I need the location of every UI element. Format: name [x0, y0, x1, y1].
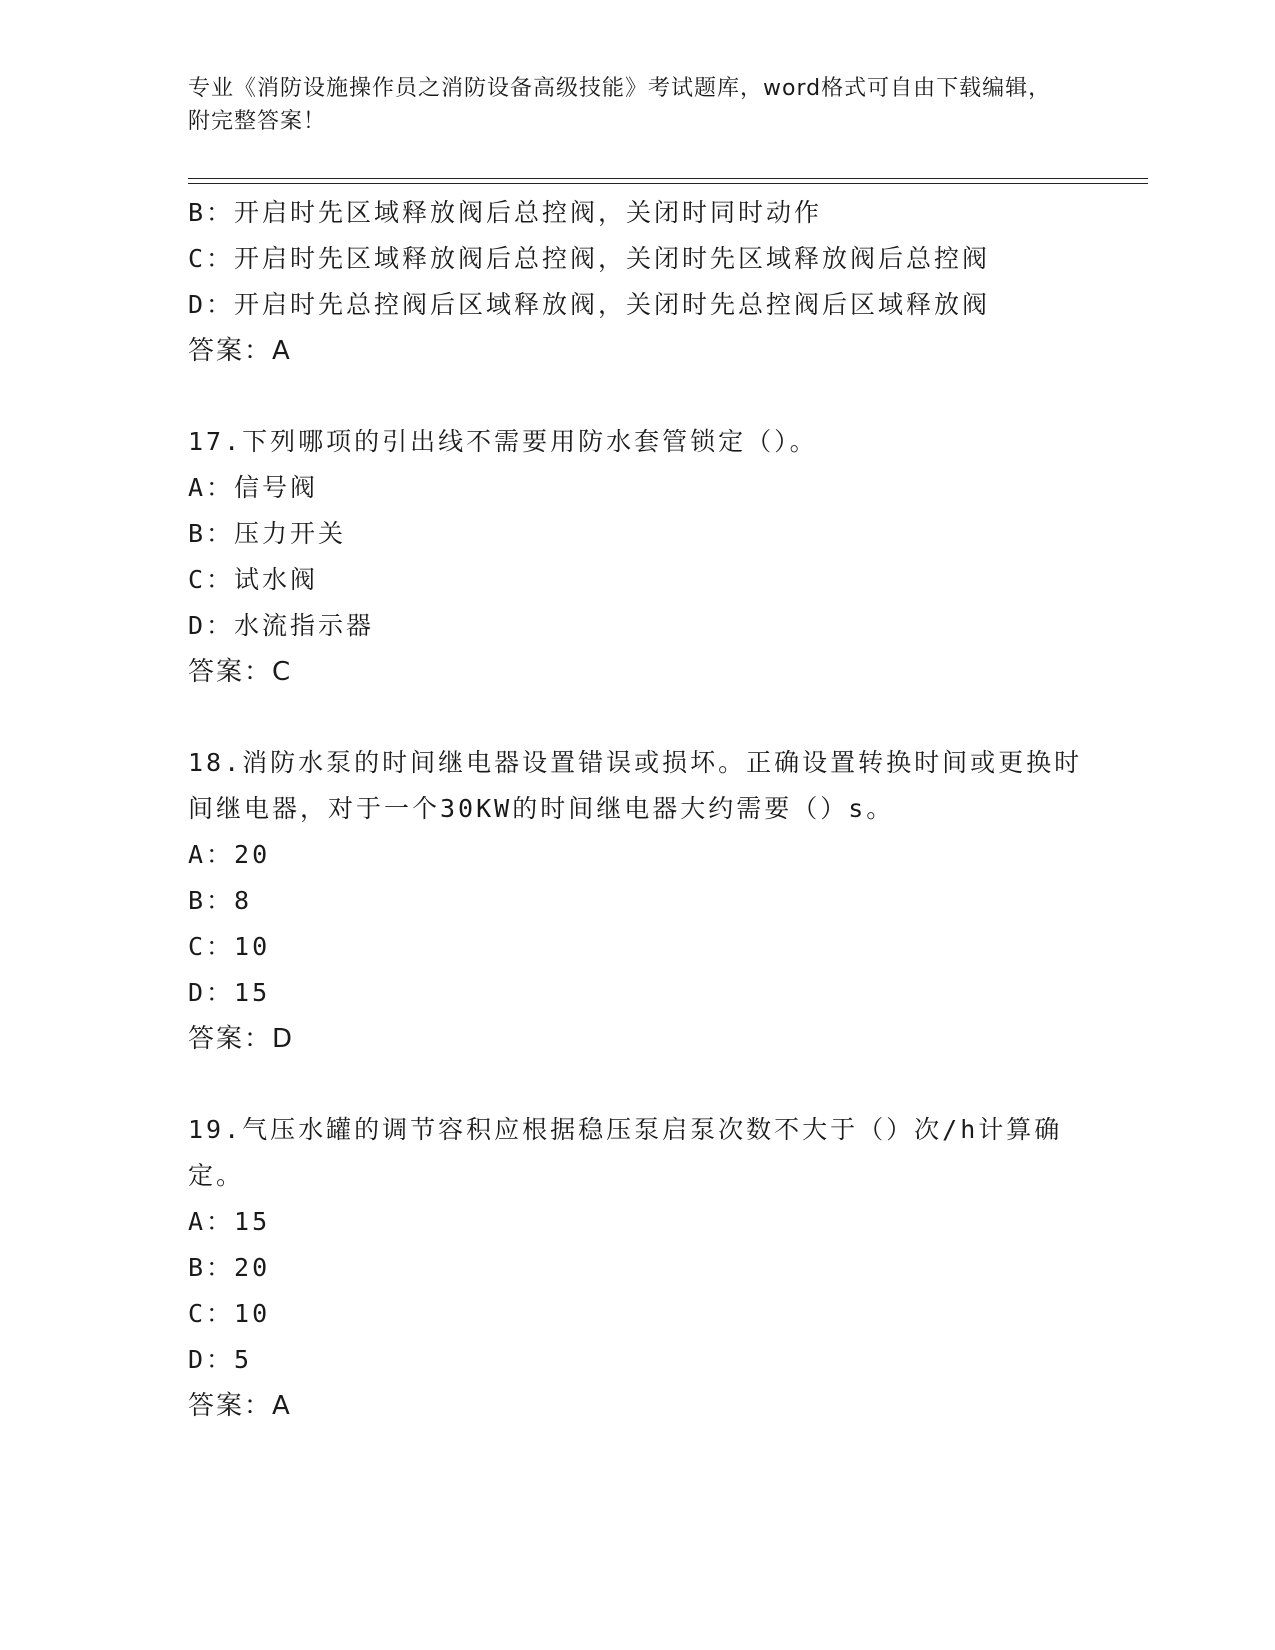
option-a: A：信号阀: [188, 473, 319, 502]
option-d: D：15: [188, 978, 271, 1007]
answer-line: 答案：A: [188, 336, 292, 366]
question-stem: 18.消防水泵的时间继电器设置错误或损坏。正确设置转换时间或更换时间继电器，对于一个30KW的时间继电器大约需要（）s。: [188, 748, 1083, 823]
header-divider-bottom: [188, 183, 1148, 184]
question-19: [188, 1107, 1088, 1429]
option-c: C：10: [188, 932, 271, 961]
spacer: [188, 374, 1088, 419]
spacer: [188, 695, 1088, 740]
option-d: D：水流指示器: [188, 611, 375, 640]
option-b: B：开启时先区域释放阀后总控阀，关闭时同时动作: [188, 198, 823, 227]
question-stem: 17.下列哪项的引出线不需要用防水套管锁定（）。: [188, 427, 818, 456]
option-c: C：10: [188, 1299, 271, 1328]
header-divider-top: [188, 178, 1148, 179]
previous-question-block: [188, 190, 1088, 374]
spacer: [188, 1062, 1088, 1107]
question-content: [188, 190, 1088, 1429]
option-b: B：压力开关: [188, 519, 347, 548]
document-header: 专业《消防设施操作员之消防设备高级技能》考试题库，word格式可自由下载编辑，附完整答案！: [188, 76, 1052, 134]
answer-line: 答案：A: [188, 1391, 292, 1421]
option-b: B：20: [188, 1253, 271, 1282]
option-c: C：试水阀: [188, 565, 319, 594]
answer-line: 答案：D: [188, 1024, 295, 1054]
answer-line: 答案：C: [188, 657, 293, 687]
question-18: [188, 740, 1088, 1062]
option-a: A：15: [188, 1207, 271, 1236]
option-c: C：开启时先区域释放阀后总控阀，关闭时先区域释放阀后总控阀: [188, 244, 991, 273]
option-b: B：8: [188, 886, 253, 915]
question-stem: 19.气压水罐的调节容积应根据稳压泵启泵次数不大于（）次/h计算确定。: [188, 1115, 1063, 1190]
option-d: D：开启时先总控阀后区域释放阀，关闭时先总控阀后区域释放阀: [188, 290, 991, 319]
question-17: [188, 419, 1088, 695]
option-a: A：20: [188, 840, 271, 869]
option-d: D：5: [188, 1345, 253, 1374]
